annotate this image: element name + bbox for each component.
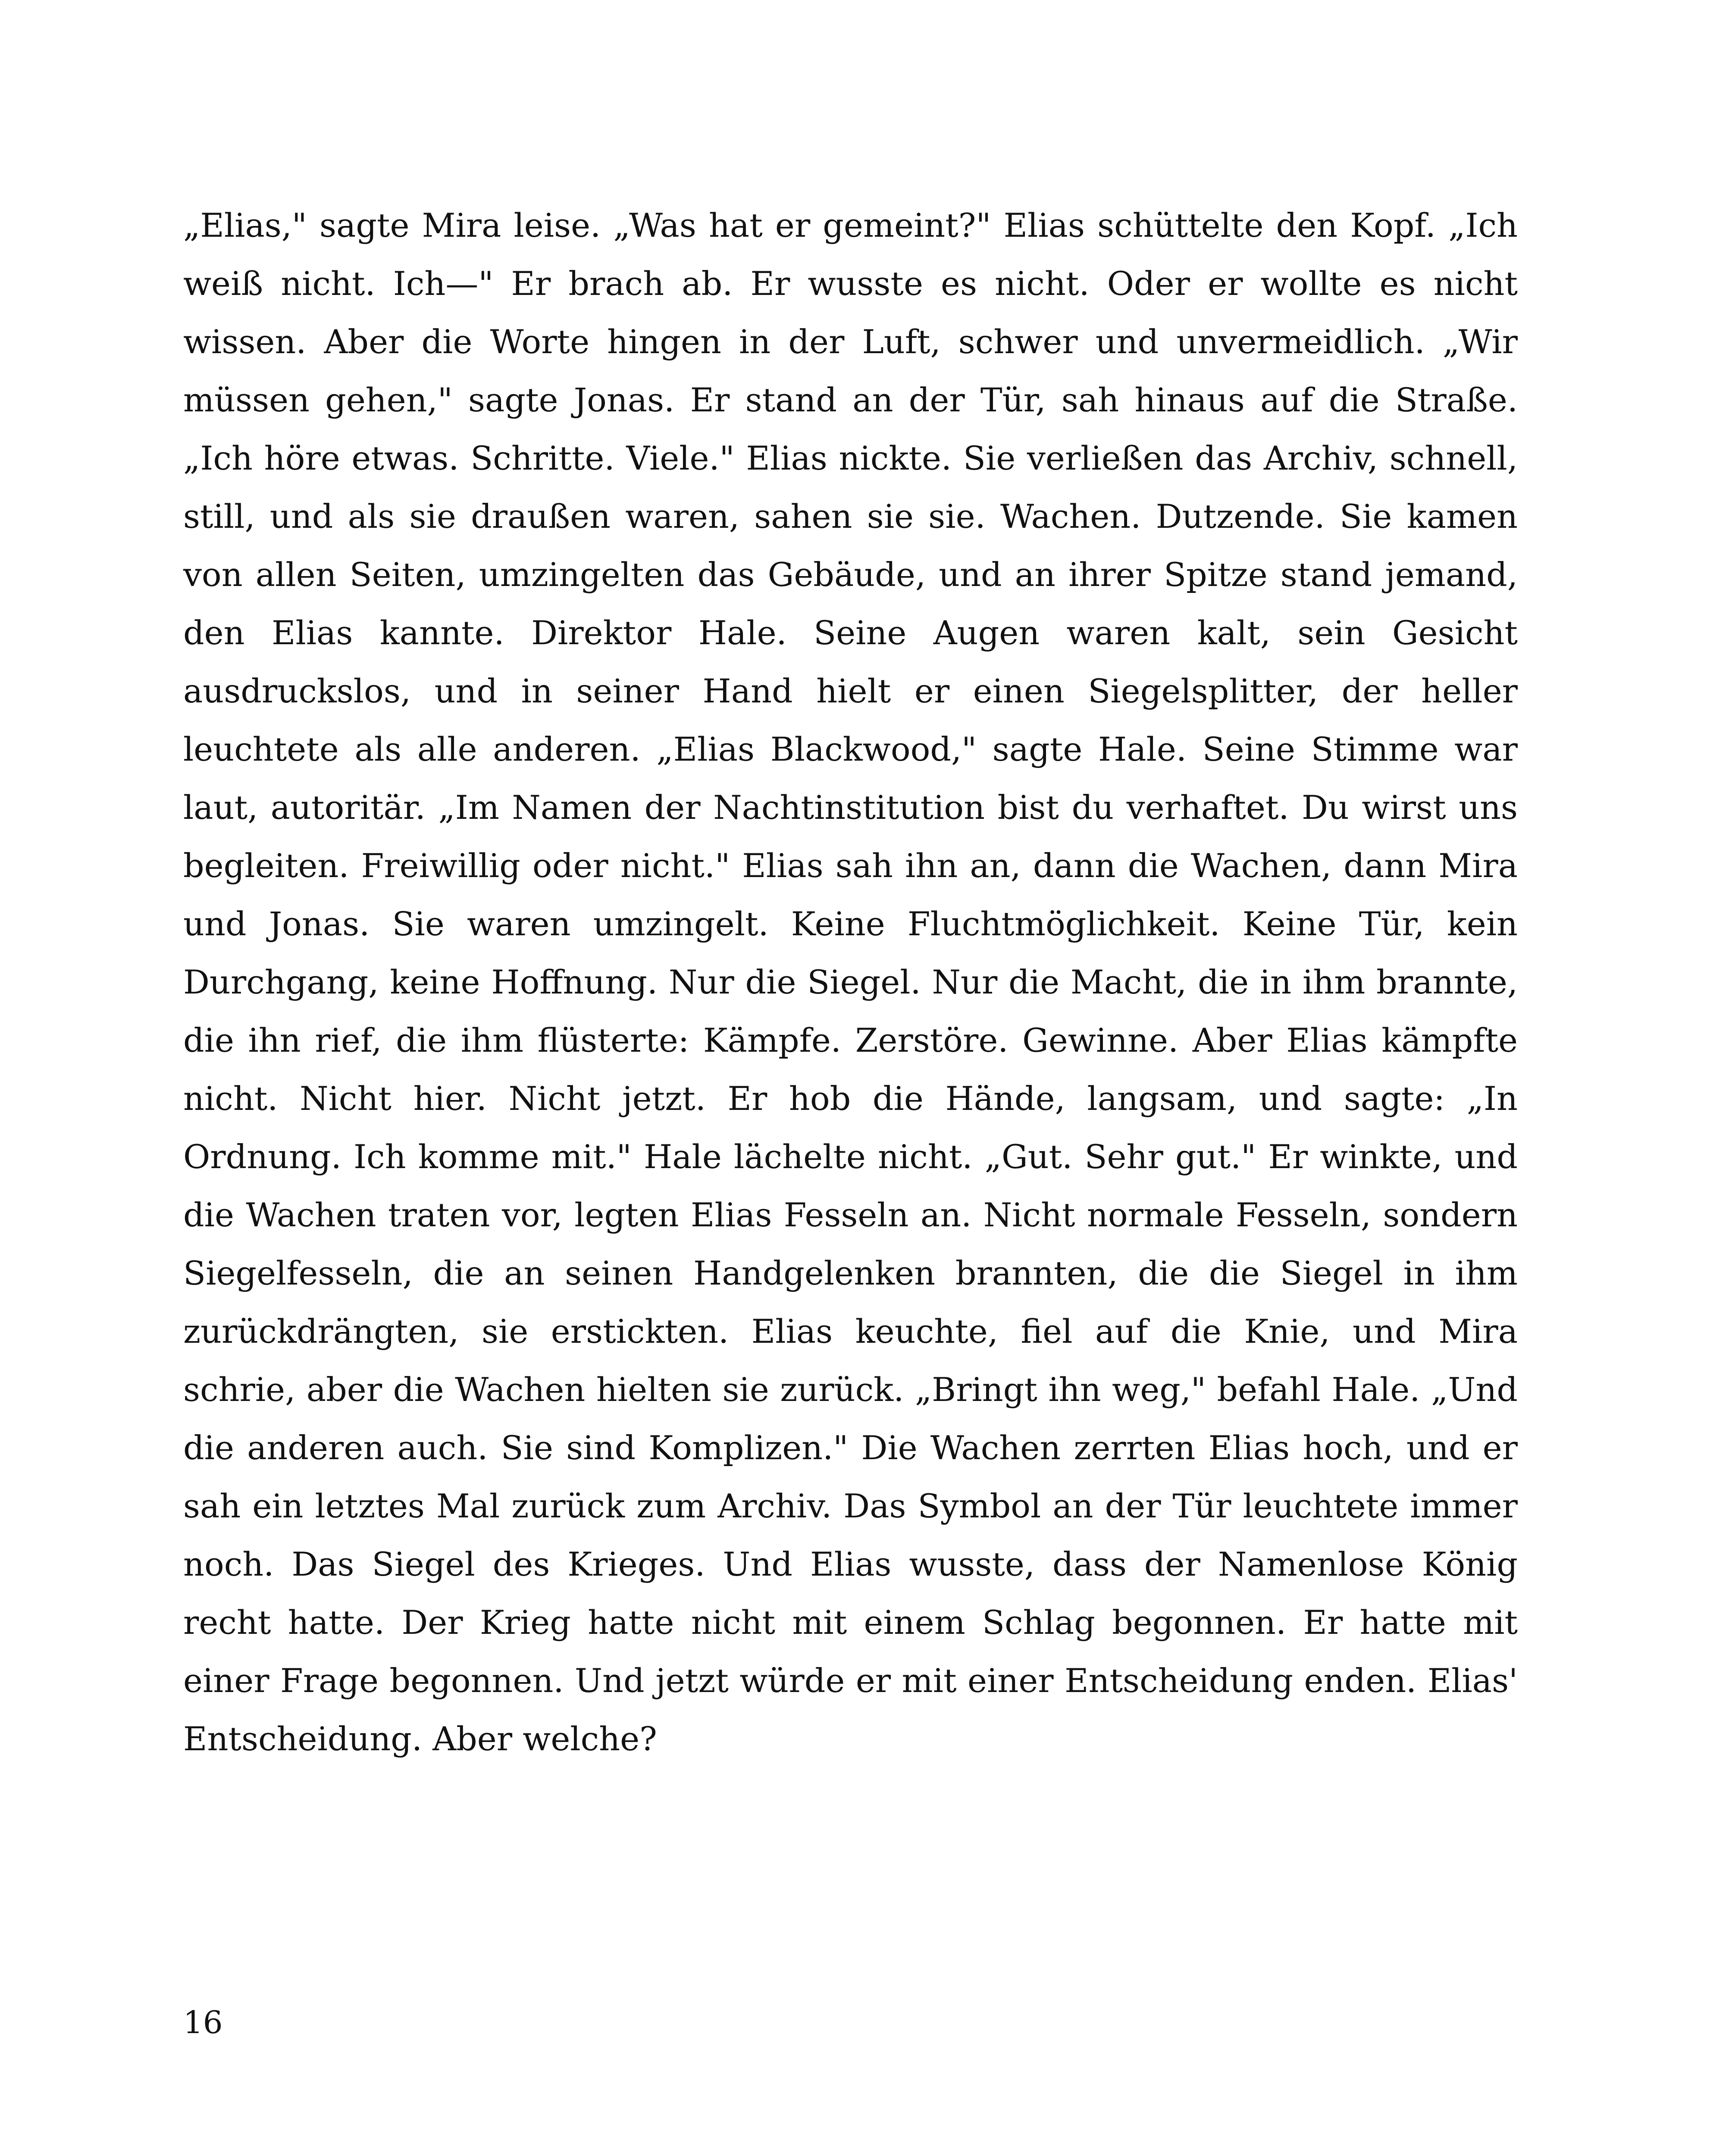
body-paragraph: „Elias," sagte Mira leise. „Was hat er gemeint?" Elias schüttelte den Kopf. „Ich weiß nicht. Ich—" Er brach ab. Er wusste es nicht. Oder er wollte es nicht wissen. Aber die Worte hingen in der Luft, schwer und unvermeidlich. „Wir müssen gehen," sagte Jonas. Er stand an der Tür, sah hinaus auf die Straße. „Ich höre etwas. Schritte. Viele." Elias nickte. Sie verließen das Archiv, schnell, still, und als sie draußen waren, sahen sie sie. Wachen. Dutzende. Sie kamen von allen Seiten, umzingelten das Gebäude, und an ihrer Spitze stand jemand, den Elias kannte. Direktor Hale. Seine Augen waren kalt, sein Gesicht ausdruckslos, und in seiner Hand hielt er einen Siegelsplitter, der heller leuchtete als alle anderen. „Elias Blackwood," sagte Hale. Seine Stimme war laut, autoritär. „Im Namen der Nachtinstitution bist du verhaftet. Du wirst uns begleiten. Freiwillig oder nicht." Elias sah ihn an, dann die Wachen, dann Mira und Jonas. Sie waren umzingelt. Keine Fluchtmöglichkeit. Keine Tür, kein Durchgang, keine Hoffnung. Nur die Siegel. Nur die Macht, die in ihm brannte, die ihn rief, die ihm flüsterte: Kämpfe. Zerstöre. Gewinne. Aber Elias kämpfte nicht. Nicht hier. Nicht jetzt. Er hob die Hände, langsam, und sagte: „In Ordnung. Ich komme mit." Hale lächelte nicht. „Gut. Sehr gut." Er winkte, und die Wachen traten vor, legten Elias Fesseln an. Nicht normale Fesseln, sondern Siegelfesseln, die an seinen Handgelenken brannten, die die Siegel in ihm zurückdrängten, sie erstickten. Elias keuchte, fiel auf die Knie, und Mira schrie, aber die Wachen hielten sie zurück. „Bringt ihn weg," befahl Hale. „Und die anderen auch. Sie sind Komplizen." Die Wachen zerrten Elias hoch, und er sah ein letztes Mal zurück zum Archiv. Das Symbol an der Tür leuchtete immer noch. Das Siegel des Krieges. Und Elias wusste, dass der Namenlose König recht hatte. Der Krieg hatte nicht mit einem Schlag begonnen. Er hatte mit einer Frage begonnen. Und jetzt würde er mit einer Entscheidung enden. Elias' Entscheidung. Aber welche? <box>183 206 1518 1758</box>
page-number: 16 <box>183 2004 223 2040</box>
